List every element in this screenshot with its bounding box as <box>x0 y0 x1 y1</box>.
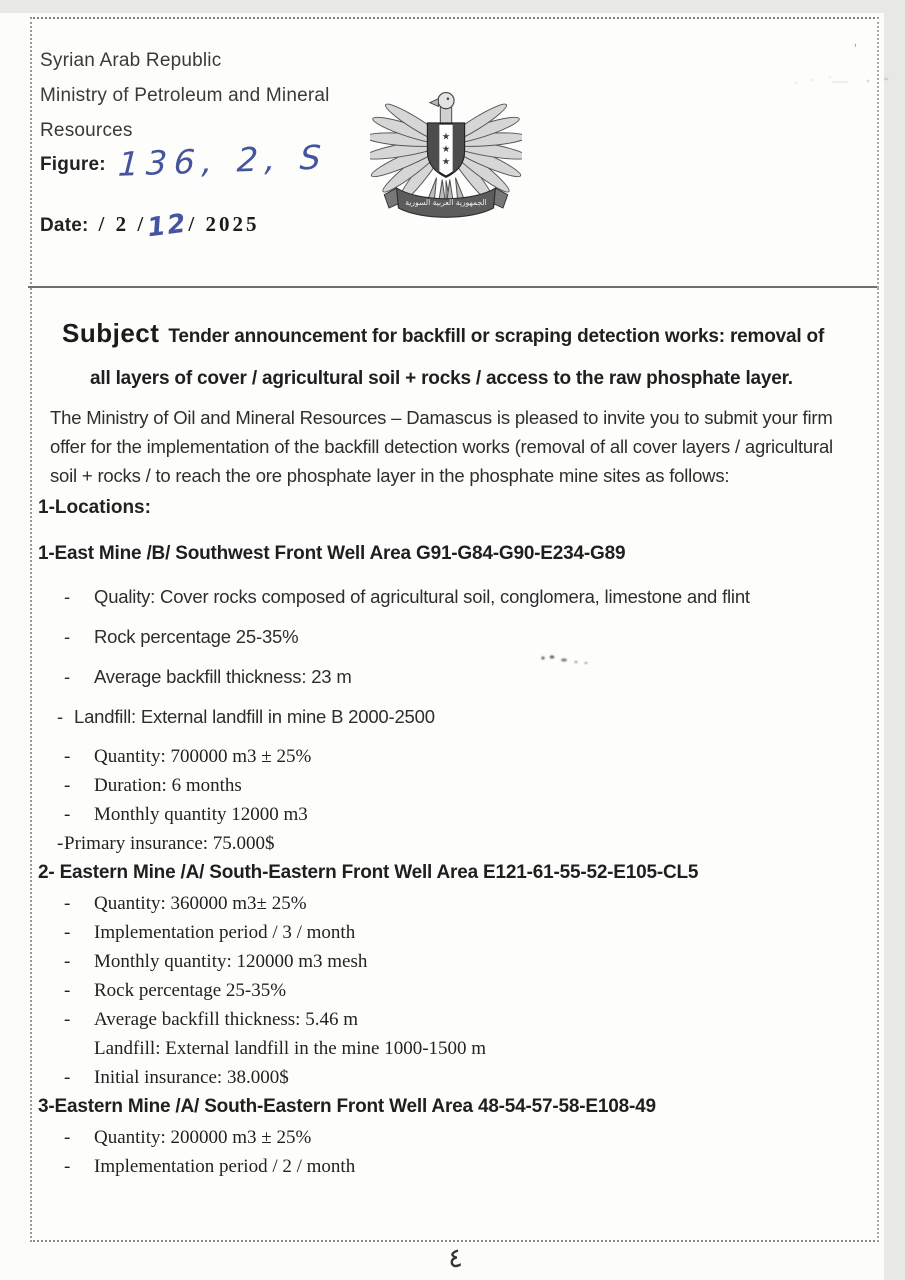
date-printed-suffix: / 2025 <box>188 212 260 236</box>
list-item-text: Monthly quantity: 120000 m3 mesh <box>94 951 368 972</box>
list-item-dash: - <box>64 893 71 914</box>
section-items-2 <box>38 893 865 1089</box>
letterhead-box <box>30 17 879 288</box>
list-item-dash: - <box>57 706 63 727</box>
ink-smudge-artifact <box>538 651 596 667</box>
pencil-scribble-artifact <box>790 71 894 89</box>
ministry-name-line1: Ministry of Petroleum and Mineral <box>40 85 330 106</box>
emblem-banner-text: الجمهورية العربية السورية <box>405 198 487 208</box>
date-handwritten-month: 12 <box>145 208 190 244</box>
subject-text-line2: all layers of cover / agricultural soil + rocks / access to the raw phosphate layer. <box>90 368 793 389</box>
list-item-text: Rock percentage 25-35% <box>94 626 299 647</box>
list-item-text: Landfill: External landfill in mine B 2000-2500 <box>74 706 435 727</box>
svg-text:★: ★ <box>441 156 451 168</box>
list-item <box>38 1156 865 1178</box>
list-item-text: Average backfill thickness: 5.46 m <box>94 1009 358 1030</box>
figure-label: Figure: <box>40 154 106 175</box>
list-item <box>38 1127 865 1149</box>
locations-heading: 1-Locations: <box>38 497 151 518</box>
date-label: Date: <box>40 215 89 236</box>
list-item-text: Initial insurance: 38.000$ <box>94 1067 289 1088</box>
syrian-eagle-emblem-icon <box>370 85 522 237</box>
list-item <box>38 666 865 688</box>
list-item-dash: - <box>64 804 71 825</box>
list-item-text: Rock percentage 25-35% <box>94 980 287 1001</box>
list-item-text: Quantity: 360000 m3± 25% <box>94 893 307 914</box>
section-title-1: 1-East Mine /B/ Southwest Front Well Area G91-G84-G90-E234-G89 <box>38 543 626 564</box>
section-title-2: 2- Eastern Mine /A/ South-Eastern Front Well Area E121-61-55-52-E105-CL5 <box>38 862 699 883</box>
section-items-3 <box>38 1127 865 1178</box>
list-item-dash: - <box>64 980 71 1001</box>
country-name: Syrian Arab Republic <box>40 50 222 71</box>
tender-body-box <box>30 288 879 1242</box>
date-line <box>40 208 260 244</box>
list-item-dash: - <box>64 626 70 647</box>
list-item <box>38 626 865 648</box>
list-item-dash: - <box>64 1156 71 1177</box>
list-item-text: Monthly quantity 12000 m3 <box>94 804 308 825</box>
list-item-dash: - <box>64 1067 71 1088</box>
list-item <box>38 804 865 826</box>
list-item-dash: - <box>64 1009 71 1030</box>
intro-paragraph: The Ministry of Oil and Mineral Resources – Damascus is pleased to invite you to submit your firm offer for the implementation of the backfill detection works (removal of all cover layers / agricultural soil + rocks / to reach the ore phosphate layer in the phosphate mine sites as follows: <box>50 407 833 486</box>
list-item <box>38 951 865 973</box>
list-item <box>38 893 865 915</box>
list-item-dash: - <box>64 922 71 943</box>
list-item-dash: - <box>64 586 70 607</box>
list-item <box>38 1009 865 1031</box>
list-item-dash: - <box>64 951 71 972</box>
list-item-text: Landfill: External landfill in the mine 1000-1500 m <box>94 1038 487 1059</box>
subject-line <box>62 318 865 349</box>
list-item-dash: - <box>64 775 71 796</box>
list-item-text: Duration: 6 months <box>94 775 242 796</box>
list-item-text: Primary insurance: 75.000$ <box>64 833 275 854</box>
list-item <box>38 775 865 797</box>
list-item-dash: - <box>64 1127 71 1148</box>
stray-mark-artifact: ’ <box>854 41 857 56</box>
svg-text:★: ★ <box>441 143 451 155</box>
list-item-text: Quantity: 200000 m3 ± 25% <box>94 1127 312 1148</box>
list-item-dash: - <box>64 666 70 687</box>
ministry-name-line2: Resources <box>40 120 133 141</box>
figure-handwritten-value: 136, 2, S <box>117 137 329 184</box>
list-item-text: Implementation period / 3 / month <box>94 922 356 943</box>
list-item-text: Average backfill thickness: 23 m <box>94 666 352 687</box>
date-printed-prefix: / 2 / <box>98 212 147 236</box>
list-item-dash: - <box>57 833 64 854</box>
subject-label: Subject <box>62 318 160 348</box>
subject-text-line1: Tender announcement for backfill or scraping detection works: removal of <box>168 326 825 347</box>
section-items-1 <box>38 586 865 855</box>
list-item <box>38 706 865 728</box>
list-item <box>38 922 865 944</box>
svg-text:★: ★ <box>441 131 451 143</box>
list-item <box>38 586 865 608</box>
list-item <box>38 980 865 1002</box>
page-number-handwritten: ٤ <box>446 1242 464 1275</box>
list-item <box>38 1067 865 1089</box>
list-item <box>38 1038 865 1060</box>
list-item-text: Quantity: 700000 m3 ± 25% <box>94 746 312 767</box>
list-item-text: Implementation period / 2 / month <box>94 1156 356 1177</box>
list-item <box>38 833 865 855</box>
list-item-text: Quality: Cover rocks composed of agricultural soil, conglomera, limestone and flint <box>94 586 750 607</box>
section-title-3: 3-Eastern Mine /A/ South-Eastern Front Well Area 48-54-57-58-E108-49 <box>38 1096 656 1117</box>
list-item <box>38 746 865 768</box>
list-item-dash: - <box>64 746 71 767</box>
tender-content <box>32 288 877 1178</box>
